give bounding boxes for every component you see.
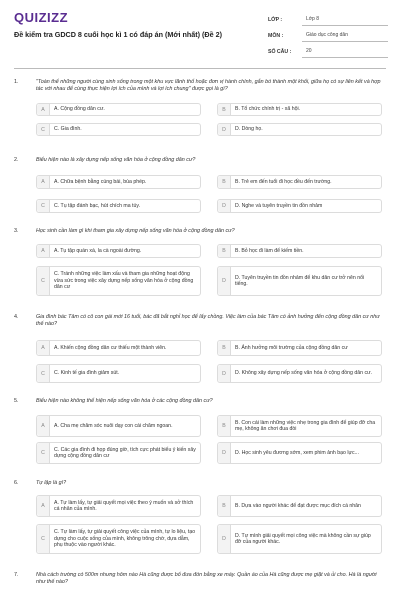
quizizz-logo: QUIZIZZ (14, 10, 69, 25)
question-3 (14, 228, 386, 304)
option-c[interactable] (36, 266, 201, 296)
option-letter: B (218, 416, 231, 436)
option-letter: A (37, 341, 50, 355)
option-letter: A (37, 104, 50, 115)
option-b[interactable] (217, 244, 382, 258)
document-title: Đề kiểm tra GDCD 8 cuối học kì 1 có đáp án (Mới nhất) (Đề 2) (14, 30, 222, 39)
option-text: D. Nghe và tuyên truyền tin đồn nhảm (235, 202, 323, 209)
question-number: 4. (14, 314, 19, 320)
question-number: 5. (14, 398, 19, 404)
meta-label-class: LỚP : (268, 17, 283, 23)
option-text: D. Dòng họ. (235, 126, 263, 133)
option-text: D. Tuyên truyền tin đồn nhảm để khu dân cư trở nên nổi tiếng. (235, 274, 365, 287)
question-text: "Toàn thể những người cùng sinh sống trong một khu vực lãnh thổ hoặc đơn vị hành chính, gắn bó thành một khối, giữa họ có sự liên kết và hợp tác với nhau để cùng thực hiện lợi ích của mình và lợi ích chung" được gọi là gì? (36, 79, 381, 93)
option-a[interactable] (36, 415, 201, 437)
option-text: D. Học sinh yêu đương sớm, xem phim ảnh bạo lực... (235, 449, 359, 456)
option-text: A. Khiến cộng đồng dân cư thiếu một thành viên. (54, 344, 167, 351)
question-5 (14, 398, 386, 478)
option-letter: C (37, 443, 50, 463)
option-text: B. Con cái làm những việc nhẹ trong gia đình để giúp đỡ cha mẹ, không ăn chơi đua đòi (235, 419, 376, 432)
option-text: C. Các gia đình đi họp đúng giờ, tích cực phát biểu ý kiến xây dựng cộng đồng dân cư (54, 446, 196, 459)
option-letter: A (37, 416, 50, 436)
option-c[interactable] (36, 123, 201, 136)
option-d[interactable] (217, 199, 382, 213)
option-b[interactable] (217, 340, 382, 356)
question-4 (14, 314, 386, 392)
question-number: 2. (14, 157, 19, 163)
option-c[interactable] (36, 199, 201, 213)
option-c[interactable] (36, 442, 201, 464)
option-text: B. Ảnh hưởng môi trường của cộng đồng dân cư (235, 344, 348, 351)
option-letter: C (37, 200, 50, 212)
option-d[interactable] (217, 123, 382, 136)
option-letter: D (218, 267, 231, 295)
meta-row-subject (268, 29, 388, 43)
option-text: D. Tự mình giải quyết mọi công việc mà không cần sự giúp đỡ của người khác. (235, 532, 371, 545)
option-text: A. Cha mẹ chăm sóc nuôi dạy con cái chăm ngoan. (54, 422, 173, 429)
option-letter: B (218, 341, 231, 355)
header-divider (14, 68, 386, 69)
option-b[interactable] (217, 103, 382, 116)
option-c[interactable] (36, 364, 201, 383)
option-letter: D (218, 200, 231, 212)
option-text: B. Bỏ học đi làm để kiếm tiền. (235, 247, 304, 254)
option-text: A. Cộng đồng dân cư. (54, 106, 105, 113)
meta-label-subject: MÔN : (268, 33, 284, 39)
meta-value-count: 20 (302, 46, 388, 58)
option-text: C. Kinh tế gia đình giảm sút. (54, 370, 120, 377)
option-text: C. Gia đình. (54, 126, 82, 133)
option-letter: C (37, 525, 50, 553)
option-letter: B (218, 245, 231, 257)
option-b[interactable] (217, 495, 382, 517)
meta-info (268, 13, 388, 61)
option-text: A. Chữa bệnh bằng cúng bái, bùa phép. (54, 178, 147, 185)
option-letter: C (37, 365, 50, 382)
question-text: Học sinh cần làm gì khi tham gia xây dựng nếp sống văn hóa ở cộng đồng dân cư? (36, 228, 235, 234)
question-number: 7. (14, 572, 19, 578)
question-2 (14, 157, 386, 219)
question-6 (14, 480, 386, 566)
option-c[interactable] (36, 524, 201, 554)
question-text: Biểu hiện nào không thể hiện nếp sống văn hóa ở các cộng đồng dân cư? (36, 398, 213, 404)
question-text: Biểu hiện nào là xây dựng nếp sống văn hóa ở cộng đồng dân cư? (36, 157, 196, 163)
option-b[interactable] (217, 175, 382, 189)
option-letter: C (37, 124, 50, 135)
option-letter: D (218, 365, 231, 382)
option-a[interactable] (36, 103, 201, 116)
option-letter: B (218, 496, 231, 516)
option-text: B. Tổ chức chính trị - xã hội. (235, 106, 301, 113)
option-letter: D (218, 124, 231, 135)
option-text: A. Tự làm lấy, tự giải quyết mọi việc theo ý muốn và sở thích cá nhân của mình. (54, 499, 194, 512)
option-letter: D (218, 525, 231, 553)
question-number: 3. (14, 228, 19, 234)
option-letter: B (218, 176, 231, 188)
option-text: B. Trẻ em đến tuổi đi học đều đến trường. (235, 178, 332, 185)
option-d[interactable] (217, 266, 382, 296)
option-letter: A (37, 496, 50, 516)
question-text: Nhà cách trường có 500m nhưng hôm nào Hà cũng được bố đưa đón bằng xe máy. Quần áo của Hà cũng được mẹ giặt và ủi cho. Hà là người như thế nào? (36, 572, 377, 586)
option-d[interactable] (217, 364, 382, 383)
option-letter: D (218, 443, 231, 463)
option-letter: B (218, 104, 231, 115)
option-text: B. Dựa vào người khác để đạt được mục đích cá nhân (235, 502, 361, 509)
option-letter: A (37, 176, 50, 188)
question-text: Tự lập là gì? (36, 480, 67, 486)
option-a[interactable] (36, 340, 201, 356)
option-text: A. Tụ tập quán xá, la cà ngoài đường. (54, 247, 142, 254)
meta-row-class (268, 13, 388, 27)
meta-label-count: SỐ CÂU : (268, 49, 292, 55)
option-text: C. Tự làm lấy, tự giải quyết công việc của mình, tự lo liệu, tạo dựng cho cuộc sống của mình, không trông chờ, dựa dẫm, phụ thuộc vào người khác. (54, 529, 196, 549)
question-text: Gia đình bác Tâm có cô con gái mới 16 tuổi, bác đã bắt nghỉ học để lấy chồng. Việc làm của bác Tâm có ảnh hưởng đến cộng đồng dân cư như thế nào? (36, 314, 380, 328)
document-header (0, 0, 400, 62)
question-1 (14, 79, 386, 151)
option-letter: C (37, 267, 50, 295)
option-d[interactable] (217, 524, 382, 554)
option-text: D. Không xây dựng nếp sống văn hóa ở cộng đồng dân cư. (235, 370, 372, 377)
meta-row-count (268, 45, 388, 59)
option-a[interactable] (36, 175, 201, 189)
option-a[interactable] (36, 495, 201, 517)
meta-value-class: Lớp 8 (302, 14, 388, 26)
option-a[interactable] (36, 244, 201, 258)
option-b[interactable] (217, 415, 382, 437)
question-number: 1. (14, 79, 19, 85)
option-letter: A (37, 245, 50, 257)
option-text: C. Tránh những việc làm xấu và tham gia những hoạt động vừa sức trong việc xây dựng nếp sống văn hóa ở cộng đồng dân cư (54, 271, 194, 291)
meta-value-subject: Giáo dục công dân (302, 30, 388, 42)
option-text: C. Tụ tập đánh bạc, hút chích ma túy. (54, 202, 141, 209)
option-d[interactable] (217, 442, 382, 464)
question-7 (14, 572, 386, 598)
question-number: 6. (14, 480, 19, 486)
